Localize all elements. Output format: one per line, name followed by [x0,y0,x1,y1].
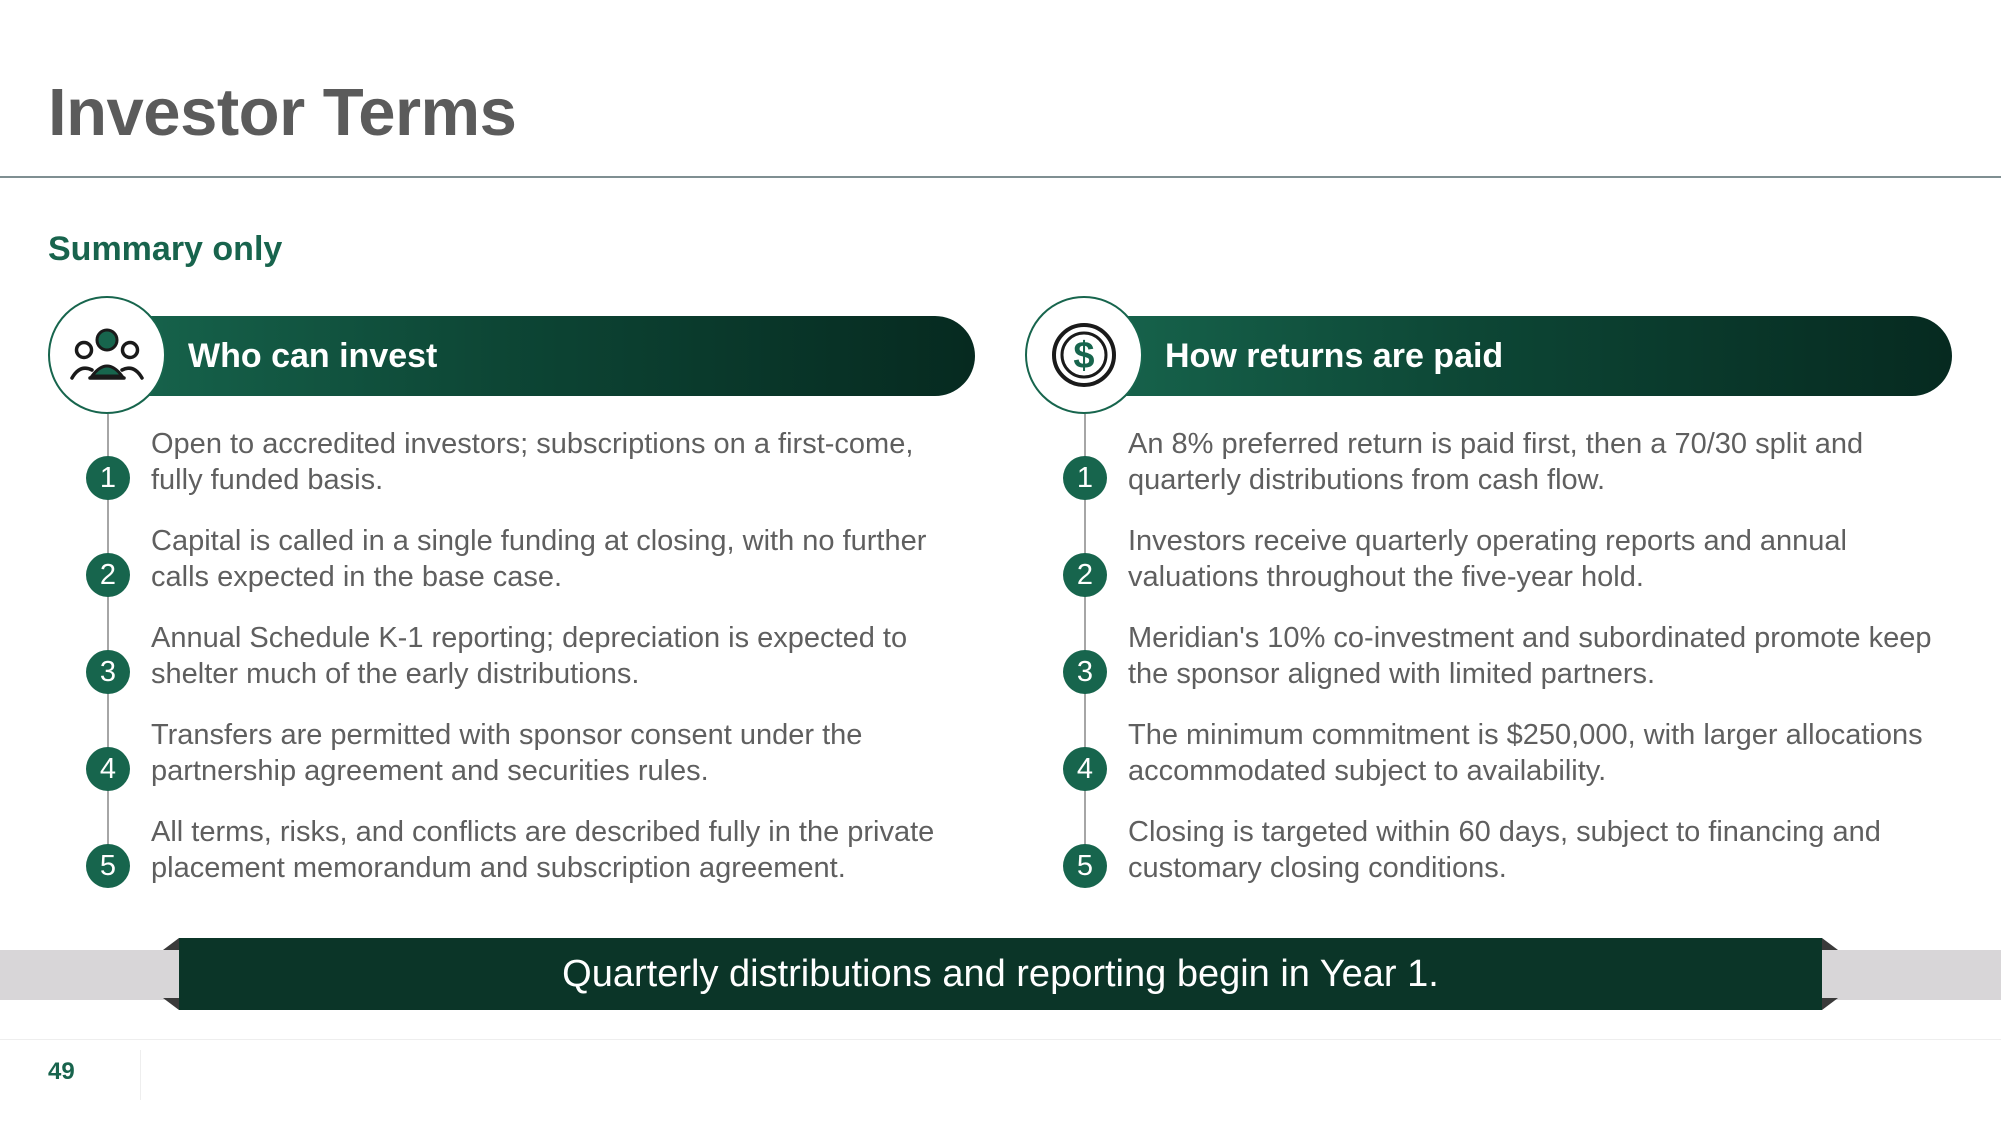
who-can-invest-panel [48,296,978,896]
item-text: Transfers are permitted with sponsor consent under the partnership agreement and securities rules. [151,719,863,787]
list-item [1025,620,1955,710]
slide-title: Investor Terms [48,75,517,150]
step-number: 2 [1063,553,1107,597]
list-item [1025,717,1955,807]
item-text: Capital is called in a single funding at closing, with no further calls expected in the base case. [151,525,927,593]
people-group-icon [48,296,166,414]
section-heading: Who can invest [188,337,438,375]
item-text: An 8% preferred return is paid first, then a 70/30 split and quarterly distributions from cash flow. [1128,428,1864,496]
item-text: All terms, risks, and conflicts are described fully in the private placement memorandum and subscription agreement. [151,816,935,884]
step-number: 4 [86,747,130,791]
how-returns-are-paid-panel [1025,296,1955,896]
footer-separator [140,1050,141,1100]
list-item [1025,523,1955,613]
item-text: Open to accredited investors; subscriptions on a first-come, fully funded basis. [151,428,914,496]
svg-text:$: $ [1073,335,1095,377]
list-item [48,717,978,807]
item-text: Investors receive quarterly operating reports and annual valuations throughout the five-year hold. [1128,525,1847,593]
step-number: 5 [86,844,130,888]
banner-fold [163,998,179,1010]
banner-fold [1822,998,1838,1010]
footer-divider [0,1039,2001,1040]
item-text: The minimum commitment is $250,000, with larger allocations accommodated subject to availability. [1128,719,1923,787]
callout-banner: Quarterly distributions and reporting begin in Year 1. [179,938,1822,1010]
list-item [48,620,978,710]
step-number: 3 [1063,650,1107,694]
step-number: 1 [1063,456,1107,500]
step-number: 5 [1063,844,1107,888]
page-number: 49 [48,1058,75,1085]
step-number: 1 [86,456,130,500]
banner-fold [163,938,179,950]
item-text: Annual Schedule K-1 reporting; depreciation is expected to shelter much of the early distributions. [151,622,908,690]
item-text: Meridian's 10% co-investment and subordinated promote keep the sponsor aligned with limited partners. [1128,622,1932,690]
list-item [48,426,978,516]
title-divider [0,176,2001,178]
section-heading: How returns are paid [1165,337,1504,375]
list-item [1025,426,1955,516]
list-item [48,814,978,904]
banner-fold [1822,938,1838,950]
item-text: Closing is targeted within 60 days, subject to financing and customary closing conditions. [1128,816,1881,884]
list-item [48,523,978,613]
step-number: 4 [1063,747,1107,791]
step-number: 2 [86,553,130,597]
dollar-coin-icon [1025,296,1143,414]
slide-subtitle: Summary only [48,230,283,268]
list-item [1025,814,1955,904]
step-number: 3 [86,650,130,694]
